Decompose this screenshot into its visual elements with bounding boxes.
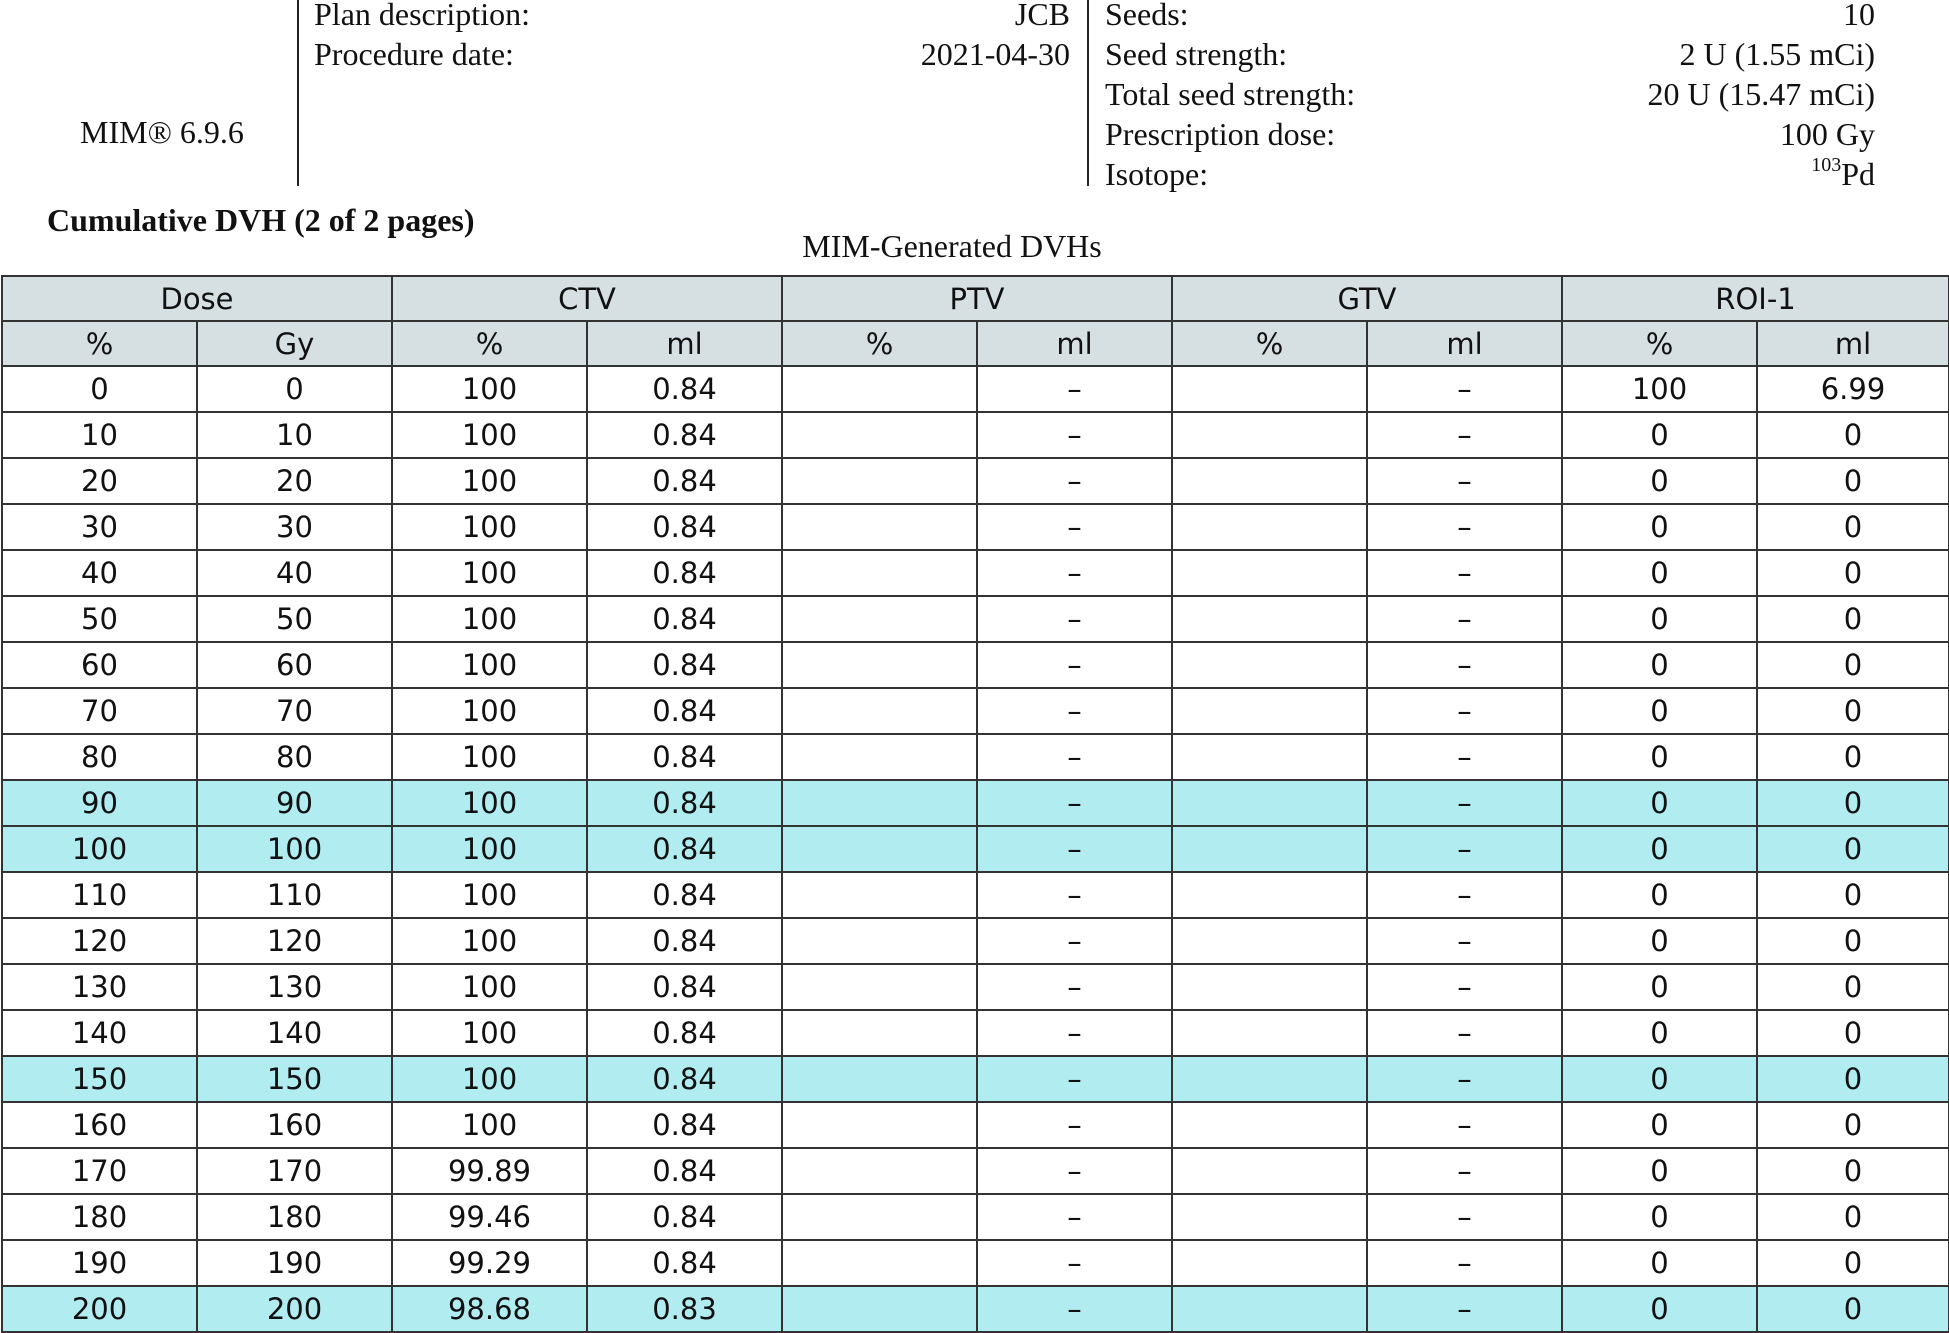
cell-ctv-ml: 0.84 xyxy=(587,780,782,826)
cell-ptv-ml: – xyxy=(977,1010,1172,1056)
cell-roi-ml: 6.99 xyxy=(1757,366,1949,412)
cell-ctv-ml: 0.84 xyxy=(587,826,782,872)
table-caption: MIM-Generated DVHs xyxy=(802,228,1102,264)
cell-ctv-ml: 0.84 xyxy=(587,1102,782,1148)
cell-ptv-percent xyxy=(782,504,977,550)
cell-ctv-percent: 99.89 xyxy=(392,1148,587,1194)
cell-roi-percent: 0 xyxy=(1562,1102,1757,1148)
cell-dose-percent: 10 xyxy=(2,412,197,458)
cell-ctv-percent: 99.29 xyxy=(392,1240,587,1286)
cell-dose-percent: 50 xyxy=(2,596,197,642)
cell-ptv-ml: – xyxy=(977,366,1172,412)
cell-dose-percent: 0 xyxy=(2,366,197,412)
cell-roi-ml: 0 xyxy=(1757,596,1949,642)
cell-dose-percent: 140 xyxy=(2,1010,197,1056)
cell-dose-gy: 120 xyxy=(197,918,392,964)
cell-ctv-percent: 100 xyxy=(392,918,587,964)
table-row xyxy=(2,366,1949,412)
cell-roi-ml: 0 xyxy=(1757,550,1949,596)
cell-dose-gy: 200 xyxy=(197,1286,392,1332)
table-row xyxy=(2,1056,1949,1102)
cell-dose-gy: 100 xyxy=(197,826,392,872)
cell-gtv-ml: – xyxy=(1367,458,1562,504)
cell-gtv-percent xyxy=(1172,596,1367,642)
cell-ctv-ml: 0.84 xyxy=(587,1010,782,1056)
cell-gtv-percent xyxy=(1172,1056,1367,1102)
cell-gtv-percent xyxy=(1172,1240,1367,1286)
cell-gtv-percent xyxy=(1172,918,1367,964)
cell-roi-ml: 0 xyxy=(1757,504,1949,550)
cell-ctv-percent: 100 xyxy=(392,734,587,780)
cell-dose-gy: 50 xyxy=(197,596,392,642)
sub-header-gtv-ml: ml xyxy=(1367,321,1562,366)
cell-dose-percent: 200 xyxy=(2,1286,197,1332)
table-row xyxy=(2,458,1949,504)
seeds-row xyxy=(1105,0,1875,34)
cell-dose-percent: 20 xyxy=(2,458,197,504)
cell-dose-percent: 100 xyxy=(2,826,197,872)
cell-gtv-ml: – xyxy=(1367,1240,1562,1286)
cell-roi-ml: 0 xyxy=(1757,688,1949,734)
cell-ctv-ml: 0.84 xyxy=(587,964,782,1010)
cell-ptv-percent xyxy=(782,734,977,780)
dvh-table-body xyxy=(2,366,1949,1332)
prescription-dose-value: 100 Gy xyxy=(1779,116,1875,152)
cell-ctv-percent: 100 xyxy=(392,504,587,550)
table-row xyxy=(2,1286,1949,1332)
cell-ctv-ml: 0.84 xyxy=(587,504,782,550)
cell-roi-percent: 0 xyxy=(1562,734,1757,780)
group-header-dose: Dose xyxy=(2,276,392,321)
cell-ptv-ml: – xyxy=(977,412,1172,458)
sub-header-dose-percent: % xyxy=(2,321,197,366)
cell-roi-ml: 0 xyxy=(1757,458,1949,504)
cell-dose-gy: 40 xyxy=(197,550,392,596)
total-seed-strength-row xyxy=(1105,74,1875,114)
cell-ptv-ml: – xyxy=(977,642,1172,688)
table-row xyxy=(2,734,1949,780)
cell-ptv-percent xyxy=(782,1194,977,1240)
cell-dose-gy: 190 xyxy=(197,1240,392,1286)
cell-roi-percent: 0 xyxy=(1562,780,1757,826)
cell-dose-gy: 10 xyxy=(197,412,392,458)
cell-roi-percent: 0 xyxy=(1562,964,1757,1010)
cell-dose-gy: 0 xyxy=(197,366,392,412)
plan-description-label: Plan description: xyxy=(314,0,530,32)
group-header-gtv: GTV xyxy=(1172,276,1562,321)
cell-dose-gy: 60 xyxy=(197,642,392,688)
cell-ctv-percent: 100 xyxy=(392,780,587,826)
cell-roi-ml: 0 xyxy=(1757,780,1949,826)
cell-gtv-ml: – xyxy=(1367,918,1562,964)
cell-roi-ml: 0 xyxy=(1757,964,1949,1010)
cell-dose-percent: 130 xyxy=(2,964,197,1010)
cell-ptv-percent xyxy=(782,872,977,918)
table-row xyxy=(2,642,1949,688)
cell-ptv-ml: – xyxy=(977,458,1172,504)
cell-ctv-ml: 0.84 xyxy=(587,550,782,596)
cell-ptv-percent xyxy=(782,1102,977,1148)
cell-dose-gy: 80 xyxy=(197,734,392,780)
cell-roi-ml: 0 xyxy=(1757,918,1949,964)
sub-header-roi-ml: ml xyxy=(1757,321,1949,366)
cell-dose-percent: 40 xyxy=(2,550,197,596)
cell-ptv-percent xyxy=(782,366,977,412)
cell-roi-percent: 0 xyxy=(1562,826,1757,872)
cell-dose-gy: 160 xyxy=(197,1102,392,1148)
cell-ctv-percent: 100 xyxy=(392,412,587,458)
table-row xyxy=(2,780,1949,826)
cell-roi-percent: 0 xyxy=(1562,1148,1757,1194)
cell-roi-percent: 0 xyxy=(1562,1286,1757,1332)
table-row xyxy=(2,412,1949,458)
cell-ctv-percent: 100 xyxy=(392,1010,587,1056)
cell-dose-gy: 30 xyxy=(197,504,392,550)
cell-roi-percent: 0 xyxy=(1562,458,1757,504)
procedure-date-row xyxy=(314,34,1070,74)
table-row xyxy=(2,1148,1949,1194)
group-header-row xyxy=(2,276,1949,321)
cell-ptv-ml: – xyxy=(977,1102,1172,1148)
cell-roi-ml: 0 xyxy=(1757,1010,1949,1056)
total-seed-strength-label: Total seed strength: xyxy=(1105,76,1356,112)
cell-ptv-percent xyxy=(782,550,977,596)
cell-gtv-ml: – xyxy=(1367,1056,1562,1102)
cell-gtv-ml: – xyxy=(1367,412,1562,458)
cell-ptv-ml: – xyxy=(977,964,1172,1010)
report-header xyxy=(0,0,1949,200)
cell-ctv-percent: 100 xyxy=(392,1056,587,1102)
cell-roi-percent: 0 xyxy=(1562,412,1757,458)
table-row xyxy=(2,1240,1949,1286)
seed-strength-row xyxy=(1105,34,1875,74)
cell-gtv-percent xyxy=(1172,780,1367,826)
app-version: MIM® 6.9.6 xyxy=(80,114,244,150)
cell-dose-percent: 90 xyxy=(2,780,197,826)
cell-ctv-ml: 0.84 xyxy=(587,642,782,688)
cell-dose-gy: 140 xyxy=(197,1010,392,1056)
table-row xyxy=(2,504,1949,550)
cell-roi-percent: 0 xyxy=(1562,550,1757,596)
cell-gtv-percent xyxy=(1172,1010,1367,1056)
seed-strength-value: 2 U (1.55 mCi) xyxy=(1679,36,1875,72)
cell-dose-percent: 70 xyxy=(2,688,197,734)
cell-roi-ml: 0 xyxy=(1757,872,1949,918)
table-row xyxy=(2,1194,1949,1240)
sub-header-ctv-percent: % xyxy=(392,321,587,366)
cell-gtv-percent xyxy=(1172,642,1367,688)
cell-gtv-percent xyxy=(1172,734,1367,780)
cell-gtv-ml: – xyxy=(1367,826,1562,872)
cell-ctv-ml: 0.84 xyxy=(587,688,782,734)
cell-gtv-ml: – xyxy=(1367,366,1562,412)
procedure-date-label: Procedure date: xyxy=(314,36,514,72)
table-row xyxy=(2,826,1949,872)
cell-gtv-percent xyxy=(1172,1194,1367,1240)
cell-ptv-ml: – xyxy=(977,1194,1172,1240)
cell-roi-percent: 0 xyxy=(1562,642,1757,688)
cell-ptv-ml: – xyxy=(977,826,1172,872)
cell-ptv-ml: – xyxy=(977,1286,1172,1332)
cell-ctv-ml: 0.84 xyxy=(587,366,782,412)
cell-roi-percent: 0 xyxy=(1562,1194,1757,1240)
group-header-roi-1: ROI-1 xyxy=(1562,276,1949,321)
cell-gtv-ml: – xyxy=(1367,688,1562,734)
cell-gtv-ml: – xyxy=(1367,872,1562,918)
cell-dose-gy: 170 xyxy=(197,1148,392,1194)
cell-dose-percent: 120 xyxy=(2,918,197,964)
header-divider-right xyxy=(1087,0,1089,186)
cell-gtv-ml: – xyxy=(1367,734,1562,780)
cell-ctv-ml: 0.84 xyxy=(587,1240,782,1286)
cell-gtv-percent xyxy=(1172,1102,1367,1148)
cell-ctv-percent: 100 xyxy=(392,458,587,504)
table-row xyxy=(2,872,1949,918)
cell-roi-percent: 0 xyxy=(1562,1010,1757,1056)
cell-roi-ml: 0 xyxy=(1757,412,1949,458)
cell-dose-gy: 110 xyxy=(197,872,392,918)
isotope-symbol: Pd xyxy=(1841,156,1875,192)
table-row xyxy=(2,964,1949,1010)
cell-ctv-ml: 0.83 xyxy=(587,1286,782,1332)
cell-dose-gy: 150 xyxy=(197,1056,392,1102)
cell-gtv-ml: – xyxy=(1367,1148,1562,1194)
cell-ptv-percent xyxy=(782,412,977,458)
cell-ptv-ml: – xyxy=(977,872,1172,918)
cell-gtv-percent xyxy=(1172,458,1367,504)
cell-dose-percent: 180 xyxy=(2,1194,197,1240)
sub-header-ctv-ml: ml xyxy=(587,321,782,366)
isotope-value xyxy=(1811,154,1875,194)
cell-ptv-ml: – xyxy=(977,1240,1172,1286)
cell-gtv-ml: – xyxy=(1367,1102,1562,1148)
cell-gtv-ml: – xyxy=(1367,1286,1562,1332)
plan-description-row xyxy=(314,0,1070,34)
table-row xyxy=(2,918,1949,964)
cell-ptv-ml: – xyxy=(977,504,1172,550)
cell-gtv-percent xyxy=(1172,872,1367,918)
cell-ptv-percent xyxy=(782,458,977,504)
cell-ptv-ml: – xyxy=(977,1056,1172,1102)
cell-gtv-ml: – xyxy=(1367,1010,1562,1056)
cell-ptv-percent xyxy=(782,642,977,688)
table-row xyxy=(2,1102,1949,1148)
cell-ctv-percent: 100 xyxy=(392,366,587,412)
cell-gtv-percent xyxy=(1172,366,1367,412)
cell-dose-percent: 30 xyxy=(2,504,197,550)
cell-ptv-percent xyxy=(782,918,977,964)
page-title: Cumulative DVH (2 of 2 pages) xyxy=(47,202,475,238)
cell-gtv-percent xyxy=(1172,688,1367,734)
cell-ctv-ml: 0.84 xyxy=(587,918,782,964)
cell-ptv-percent xyxy=(782,1056,977,1102)
cell-gtv-percent xyxy=(1172,550,1367,596)
cell-gtv-ml: – xyxy=(1367,504,1562,550)
cell-roi-percent: 0 xyxy=(1562,1240,1757,1286)
cell-ctv-ml: 0.84 xyxy=(587,1194,782,1240)
cell-ptv-ml: – xyxy=(977,1148,1172,1194)
cell-dose-percent: 80 xyxy=(2,734,197,780)
cell-ctv-ml: 0.84 xyxy=(587,458,782,504)
cell-ctv-percent: 100 xyxy=(392,964,587,1010)
cell-roi-ml: 0 xyxy=(1757,826,1949,872)
isotope-row xyxy=(1105,154,1875,194)
cell-ptv-percent xyxy=(782,1148,977,1194)
cell-gtv-percent xyxy=(1172,826,1367,872)
cell-ctv-percent: 100 xyxy=(392,688,587,734)
cell-ctv-ml: 0.84 xyxy=(587,1148,782,1194)
cell-roi-percent: 0 xyxy=(1562,1056,1757,1102)
cell-dose-percent: 110 xyxy=(2,872,197,918)
cell-roi-percent: 0 xyxy=(1562,596,1757,642)
cell-dose-percent: 160 xyxy=(2,1102,197,1148)
cell-ctv-ml: 0.84 xyxy=(587,734,782,780)
table-row xyxy=(2,596,1949,642)
cell-ctv-percent: 100 xyxy=(392,550,587,596)
cell-ctv-percent: 100 xyxy=(392,596,587,642)
isotope-mass-number: 103 xyxy=(1811,154,1842,177)
cell-ctv-percent: 100 xyxy=(392,1102,587,1148)
group-header-ctv: CTV xyxy=(392,276,782,321)
cell-ctv-ml: 0.84 xyxy=(587,596,782,642)
cell-ptv-ml: – xyxy=(977,596,1172,642)
cell-dose-percent: 150 xyxy=(2,1056,197,1102)
cell-dose-gy: 180 xyxy=(197,1194,392,1240)
cell-ptv-ml: – xyxy=(977,688,1172,734)
cell-roi-ml: 0 xyxy=(1757,1194,1949,1240)
group-header-ptv: PTV xyxy=(782,276,1172,321)
cell-ptv-ml: – xyxy=(977,734,1172,780)
cell-gtv-percent xyxy=(1172,1148,1367,1194)
cell-ctv-percent: 100 xyxy=(392,826,587,872)
sub-header-roi-percent: % xyxy=(1562,321,1757,366)
cell-ctv-ml: 0.84 xyxy=(587,1056,782,1102)
cell-roi-percent: 100 xyxy=(1562,366,1757,412)
cell-ctv-percent: 100 xyxy=(392,642,587,688)
cell-gtv-ml: – xyxy=(1367,550,1562,596)
total-seed-strength-value: 20 U (15.47 mCi) xyxy=(1647,76,1875,112)
table-row xyxy=(2,1010,1949,1056)
prescription-dose-row xyxy=(1105,114,1875,154)
cell-gtv-percent xyxy=(1172,1286,1367,1332)
cell-roi-ml: 0 xyxy=(1757,1286,1949,1332)
cell-dose-gy: 70 xyxy=(197,688,392,734)
sub-header-dose-gy: Gy xyxy=(197,321,392,366)
procedure-date-value: 2021-04-30 xyxy=(920,36,1070,72)
cell-ptv-percent xyxy=(782,964,977,1010)
cell-ptv-percent xyxy=(782,780,977,826)
cell-ptv-percent xyxy=(782,1240,977,1286)
cell-ctv-percent: 100 xyxy=(392,872,587,918)
cell-roi-ml: 0 xyxy=(1757,1240,1949,1286)
isotope-label: Isotope: xyxy=(1105,156,1209,192)
cell-dose-percent: 60 xyxy=(2,642,197,688)
plan-description-value: JCB xyxy=(1014,0,1070,32)
cell-ctv-percent: 99.46 xyxy=(392,1194,587,1240)
cell-ptv-percent xyxy=(782,1286,977,1332)
cell-dose-percent: 190 xyxy=(2,1240,197,1286)
seeds-value: 10 xyxy=(1843,0,1875,32)
cell-roi-percent: 0 xyxy=(1562,688,1757,734)
cell-roi-percent: 0 xyxy=(1562,872,1757,918)
cell-dose-gy: 20 xyxy=(197,458,392,504)
seeds-label: Seeds: xyxy=(1105,0,1189,32)
cell-dose-gy: 130 xyxy=(197,964,392,1010)
cell-roi-percent: 0 xyxy=(1562,918,1757,964)
cell-roi-ml: 0 xyxy=(1757,642,1949,688)
cell-gtv-ml: – xyxy=(1367,1194,1562,1240)
sub-header-ptv-ml: ml xyxy=(977,321,1172,366)
sub-header-gtv-percent: % xyxy=(1172,321,1367,366)
cell-dose-percent: 170 xyxy=(2,1148,197,1194)
table-row xyxy=(2,688,1949,734)
cell-roi-ml: 0 xyxy=(1757,734,1949,780)
cell-gtv-ml: – xyxy=(1367,642,1562,688)
seed-strength-label: Seed strength: xyxy=(1105,36,1288,72)
cell-ptv-percent xyxy=(782,688,977,734)
cell-ctv-percent: 98.68 xyxy=(392,1286,587,1332)
cell-roi-percent: 0 xyxy=(1562,504,1757,550)
cell-ptv-percent xyxy=(782,596,977,642)
table-row xyxy=(2,550,1949,596)
cell-gtv-percent xyxy=(1172,964,1367,1010)
cell-gtv-ml: – xyxy=(1367,596,1562,642)
cell-ptv-ml: – xyxy=(977,918,1172,964)
cell-roi-ml: 0 xyxy=(1757,1148,1949,1194)
cell-roi-ml: 0 xyxy=(1757,1102,1949,1148)
cell-ptv-percent xyxy=(782,826,977,872)
cell-ctv-ml: 0.84 xyxy=(587,872,782,918)
sub-header-ptv-percent: % xyxy=(782,321,977,366)
cell-roi-ml: 0 xyxy=(1757,1056,1949,1102)
cell-ptv-percent xyxy=(782,1010,977,1056)
dvh-table xyxy=(1,275,1949,1333)
sub-header-row xyxy=(2,321,1949,366)
header-divider-left xyxy=(297,0,299,186)
cell-gtv-percent xyxy=(1172,412,1367,458)
cell-gtv-ml: – xyxy=(1367,964,1562,1010)
cell-ptv-ml: – xyxy=(977,550,1172,596)
cell-ctv-ml: 0.84 xyxy=(587,412,782,458)
cell-gtv-ml: – xyxy=(1367,780,1562,826)
cell-gtv-percent xyxy=(1172,504,1367,550)
cell-dose-gy: 90 xyxy=(197,780,392,826)
prescription-dose-label: Prescription dose: xyxy=(1105,116,1336,152)
cell-ptv-ml: – xyxy=(977,780,1172,826)
